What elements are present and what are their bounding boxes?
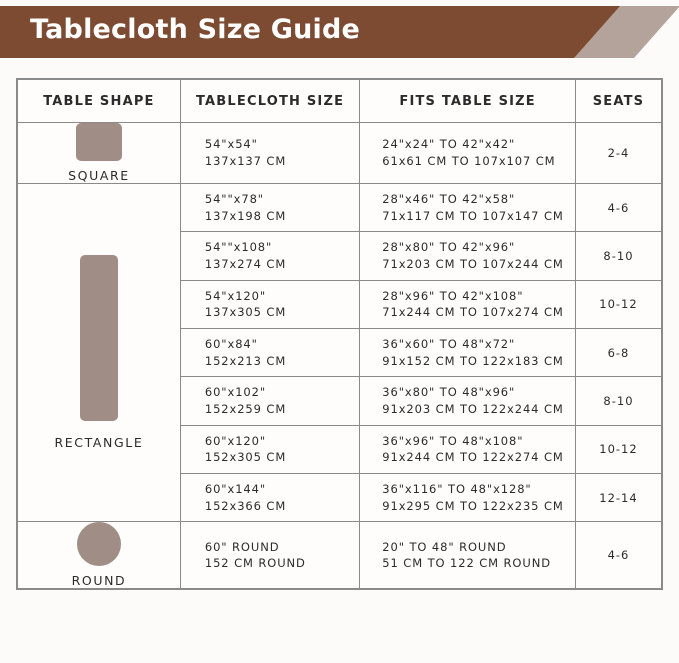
size-cm: 152 CM ROUND: [204, 556, 306, 571]
size-cm: 152x366 CM: [204, 498, 287, 513]
seats-cell: 10-12: [575, 425, 661, 473]
fits-cm: 91x295 CM TO 122x235 CM: [382, 498, 564, 513]
tablecloth-size-cell: [180, 329, 359, 377]
tablecloth-size-cell: [180, 280, 359, 328]
fits-cm: 71x203 CM TO 107x244 CM: [382, 257, 564, 272]
column-header-table-shape: TABLE SHAPE: [18, 80, 181, 123]
table-row: [18, 184, 662, 232]
tablecloth-size-cell: [180, 184, 359, 232]
size-guide-table: [16, 78, 663, 590]
fits-inches: 28"x46" TO 42"x58": [382, 192, 516, 206]
fits-table-cell: [360, 184, 576, 232]
rectangle-swatch-icon: [80, 255, 118, 421]
fits-inches: 36"x96" TO 48"x108": [382, 433, 524, 448]
fits-cm: 91x203 CM TO 122x244 CM: [382, 402, 564, 417]
seats-cell: 8-10: [575, 232, 661, 280]
size-cm: 137x198 CM: [204, 208, 287, 223]
size-inches: 60"x84": [204, 337, 258, 352]
fits-cm: 71x117 CM TO 107x147 CM: [382, 208, 564, 223]
size-inches: 60"x102": [204, 385, 267, 400]
table-row: [18, 123, 662, 184]
size-inches: 54"x54": [204, 137, 258, 152]
fits-table-cell: [360, 522, 576, 589]
tablecloth-size-cell: [180, 474, 359, 522]
size-cm: 152x259 CM: [204, 402, 287, 417]
seats-cell: 8-10: [575, 377, 661, 425]
fits-inches: 28"x80" TO 42"x96": [382, 240, 516, 255]
column-header-seats: SEATS: [575, 80, 661, 123]
page-title: Tablecloth Size Guide: [30, 14, 360, 45]
column-header-tablecloth-size: TABLECLOTH SIZE: [180, 80, 359, 123]
tablecloth-size-cell: [180, 377, 359, 425]
seats-cell: 6-8: [575, 329, 661, 377]
seats-cell: 4-6: [575, 184, 661, 232]
column-header-fits-table-size: FITS TABLE SIZE: [360, 80, 576, 123]
shape-label: RECTANGLE: [54, 435, 144, 451]
shape-cell-rectangle: [18, 184, 181, 522]
size-cm: 137x274 CM: [204, 257, 287, 272]
shape-label: ROUND: [71, 573, 127, 589]
size-inches: 60" ROUND: [204, 539, 280, 554]
seats-cell: 2-4: [575, 123, 661, 184]
fits-inches: 36"x60" TO 48"x72": [382, 337, 516, 352]
shape-cell-round: [18, 522, 181, 589]
seats-cell: 10-12: [575, 280, 661, 328]
fits-table-cell: [360, 232, 576, 280]
table: [17, 79, 662, 589]
shape-cell-square: [18, 123, 181, 184]
fits-table-cell: [360, 123, 576, 184]
fits-cm: 51 CM TO 122 CM ROUND: [382, 556, 551, 571]
size-cm: 152x305 CM: [204, 450, 287, 465]
fits-cm: 61x61 CM TO 107x107 CM: [382, 154, 556, 168]
seats-cell: 12-14: [575, 474, 661, 522]
fits-cm: 91x244 CM TO 122x274 CM: [382, 450, 564, 465]
size-cm: 137x305 CM: [204, 305, 287, 320]
seats-cell: 4-6: [575, 522, 661, 589]
fits-inches: 20" TO 48" ROUND: [382, 539, 507, 554]
fits-table-cell: [360, 474, 576, 522]
fits-table-cell: [360, 425, 576, 473]
fits-inches: 36"x80" TO 48"x96": [382, 385, 516, 400]
table-row: [18, 522, 662, 589]
fits-inches: 36"x116" TO 48"x128": [382, 482, 532, 497]
tablecloth-size-cell: [180, 522, 359, 589]
size-inches: 54"x120": [204, 288, 267, 303]
size-inches: 54""x108": [204, 240, 273, 255]
header-banner: [0, 0, 679, 64]
tablecloth-size-cell: [180, 123, 359, 184]
shape-label: SQUARE: [68, 168, 130, 183]
size-cm: 152x213 CM: [204, 353, 287, 368]
fits-inches: 24"x24" TO 42"x42": [382, 137, 516, 152]
size-inches: 54""x78": [204, 192, 265, 206]
fits-cm: 71x244 CM TO 107x274 CM: [382, 305, 564, 320]
square-swatch-icon: [76, 123, 122, 161]
tablecloth-size-cell: [180, 425, 359, 473]
tablecloth-size-cell: [180, 232, 359, 280]
size-inches: 60"x120": [204, 433, 267, 448]
size-inches: 60"x144": [204, 482, 267, 497]
fits-table-cell: [360, 280, 576, 328]
fits-table-cell: [360, 329, 576, 377]
table-header-row: [18, 80, 662, 123]
size-cm: 137x137 CM: [204, 154, 287, 168]
fits-table-cell: [360, 377, 576, 425]
fits-cm: 91x152 CM TO 122x183 CM: [382, 353, 564, 368]
circle-swatch-icon: [77, 522, 121, 566]
fits-inches: 28"x96" TO 42"x108": [382, 288, 524, 303]
